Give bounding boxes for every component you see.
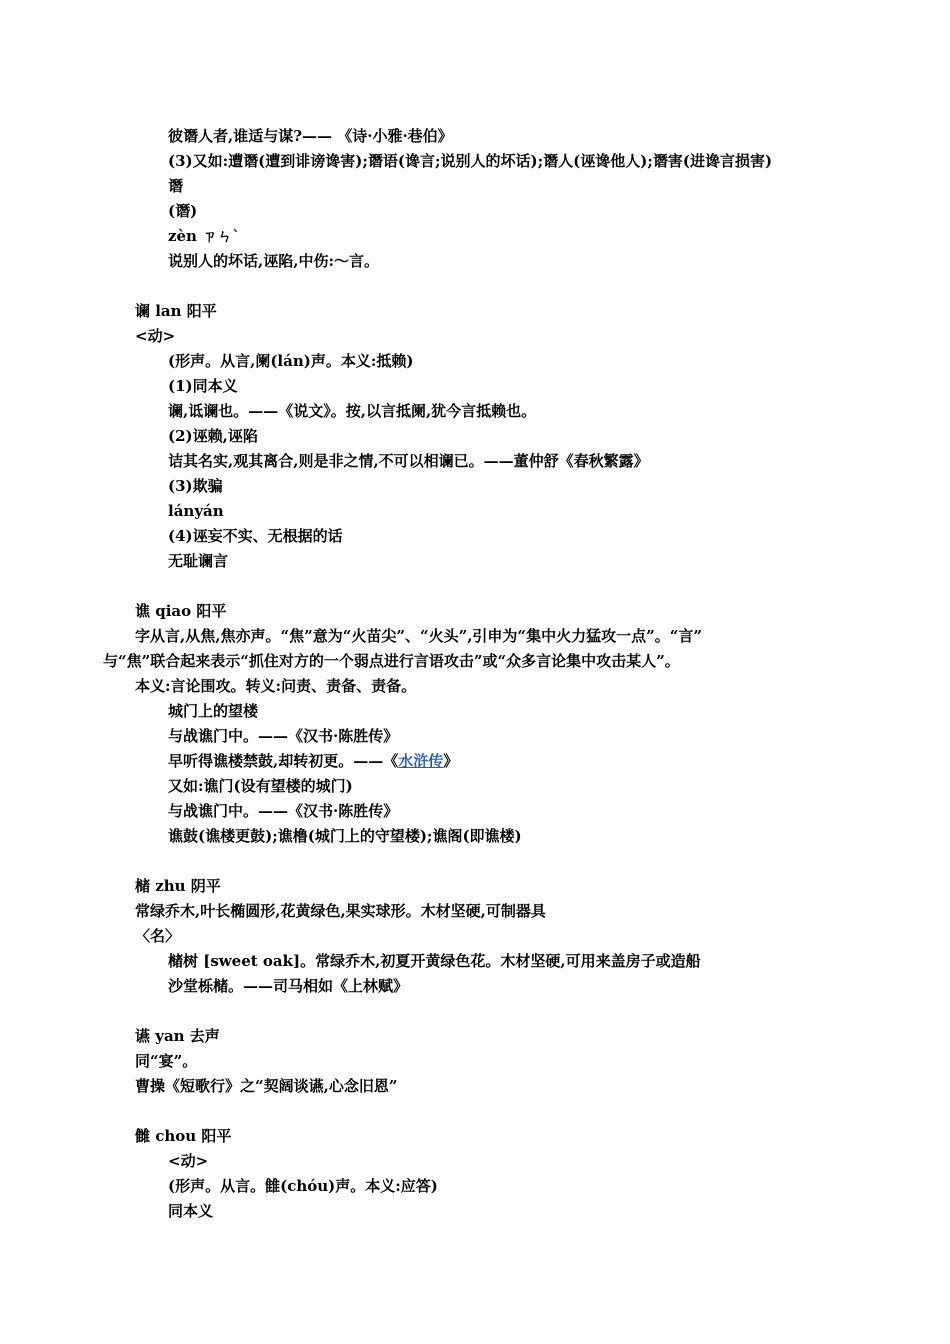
- sense-heading: (4)诬妄不实、无根据的话: [168, 527, 343, 545]
- character-line: 谮: [168, 177, 184, 195]
- quote-line: 与战谯门中。——《汉书·陈胜传》: [168, 727, 399, 745]
- quote-suffix: 》: [443, 752, 459, 770]
- etymology-paragraph-cont: 与“焦”联合起来表示“抓住对方的一个弱点进行言语攻击”或“众多言论集中攻击某人”。: [103, 652, 680, 670]
- quote-line: 诘其名实,观其离合,则是非之情,不可以相谰已。——董仲舒《春秋繁露》: [168, 452, 649, 470]
- example-line: 谯鼓(谯楼更鼓);谯橹(城门上的守望楼);谯阁(即谯楼): [168, 827, 522, 845]
- entry-heading-yan: 䜩 yan 去声: [135, 1027, 220, 1045]
- quote-line: 谰,诋谰也。——《说文》。按,以言抵阑,犹今言抵赖也。: [168, 402, 537, 420]
- shuihuzhuan-link[interactable]: 水浒传: [398, 752, 444, 770]
- etymology-paragraph: 字从言,从焦,焦亦声。“焦”意为“火苗尖”、“火头”,引申为“集中火力猛攻一点”。“言”: [135, 627, 702, 645]
- part-of-speech: 〈名〉: [135, 927, 181, 945]
- definition-line: (3)又如:遭谮(遭到诽谤谗害);谮语(谗言;说别人的坏话);谮人(诬谗他人);谮害(进谗言损害): [168, 152, 773, 170]
- quote-line-with-link: [168, 751, 458, 771]
- entry-heading-qiao: 谯 qiao 阳平: [135, 602, 227, 620]
- quote-line: 彼谮人者,谁适与谋?—— 《诗·小雅·巷伯》: [168, 127, 453, 145]
- quote-prefix: 早听得谯楼禁鼓,却转初更。——《: [168, 752, 399, 770]
- example-line: 又如:谯门(设有望楼的城门): [168, 777, 353, 795]
- definition-line: 常绿乔木,叶长椭圆形,花黄绿色,果实球形。木材坚硬,可制器具: [135, 902, 546, 920]
- sense-line: 同本义: [168, 1202, 214, 1220]
- entry-heading-zhu: 槠 zhu 阴平: [135, 877, 221, 895]
- sense-heading: (2)诬赖,诬陷: [168, 427, 258, 445]
- pinyin-line: lányán: [168, 502, 224, 520]
- definition-line: 同“宴”。: [135, 1052, 198, 1070]
- example-line: 无耻谰言: [168, 552, 229, 570]
- traditional-form-line: (谮): [168, 202, 198, 220]
- quote-line: 沙堂栎槠。——司马相如《上林赋》: [168, 977, 409, 995]
- part-of-speech: <动>: [135, 327, 176, 345]
- pinyin-line: zèn ㄗㄣˋ: [168, 227, 240, 245]
- part-of-speech: <动>: [168, 1152, 209, 1170]
- entry-heading-lan: 谰 lan 阳平: [135, 302, 217, 320]
- definition-line: 槠树 [sweet oak]。常绿乔木,初夏开黄绿色花。木材坚硬,可用来盖房子或造船: [168, 952, 701, 970]
- etymology-line: (形声。从言。雔(chóu)声。本义:应答): [168, 1177, 438, 1195]
- definition-line: 说别人的坏话,诬陷,中伤:～言。: [168, 252, 379, 270]
- quote-line: 曹操《短歌行》之“契阔谈䜩,心念旧恩”: [135, 1077, 398, 1095]
- sense-line: 城门上的望楼: [168, 702, 259, 720]
- quote-line: 与战谯门中。——《汉书·陈胜传》: [168, 802, 399, 820]
- sense-heading: (3)欺骗: [168, 477, 223, 495]
- sense-heading: (1)同本义: [168, 377, 238, 395]
- etymology-line: (形声。从言,阑(lán)声。本义:抵赖): [168, 352, 414, 370]
- entry-heading-chou: 雠 chou 阳平: [135, 1127, 232, 1145]
- meaning-line: 本义:言论围攻。转义:问责、责备、责备。: [135, 677, 417, 695]
